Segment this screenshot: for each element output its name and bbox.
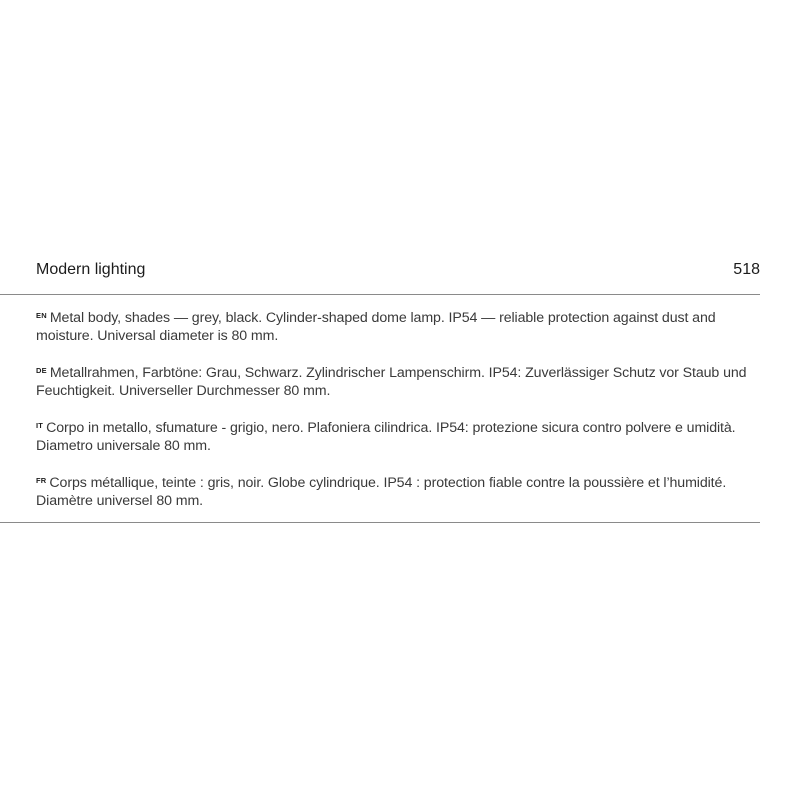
description-text-it: Corpo in metallo, sfumature - grigio, nero. Plafoniera cilindrica. IP54: protezione sicura contro polvere e umidità. Diametro universale 80 mm. (36, 420, 736, 454)
description-fr (36, 472, 760, 510)
description-en (36, 307, 760, 345)
page-header (36, 258, 760, 284)
description-text-de: Metallrahmen, Farbtöne: Grau, Schwarz. Zylindrischer Lampenschirm. IP54: Zuverlässiger Schutz vor Staub und Feuchtigkeit. Universeller Durchmesser 80 mm. (36, 365, 747, 399)
language-code-fr: FR (36, 476, 47, 485)
description-it (36, 417, 760, 455)
description-text-fr: Corps métallique, teinte : gris, noir. Globe cylindrique. IP54 : protection fiable contre la poussière et l’humidité. Diamètre universel 80 mm. (36, 475, 727, 509)
bottom-divider (0, 522, 760, 523)
language-code-en: EN (36, 311, 47, 320)
language-code-it: IT (36, 421, 44, 430)
product-descriptions (36, 307, 760, 527)
top-divider (0, 294, 760, 295)
description-de (36, 362, 760, 400)
description-text-en: Metal body, shades — grey, black. Cylinder-shaped dome lamp. IP54 — reliable protection against dust and moisture. Universal diameter is 80 mm. (36, 310, 716, 344)
language-code-de: DE (36, 366, 47, 375)
section-title: Modern lighting (36, 261, 146, 278)
page-number: 518 (733, 261, 760, 278)
